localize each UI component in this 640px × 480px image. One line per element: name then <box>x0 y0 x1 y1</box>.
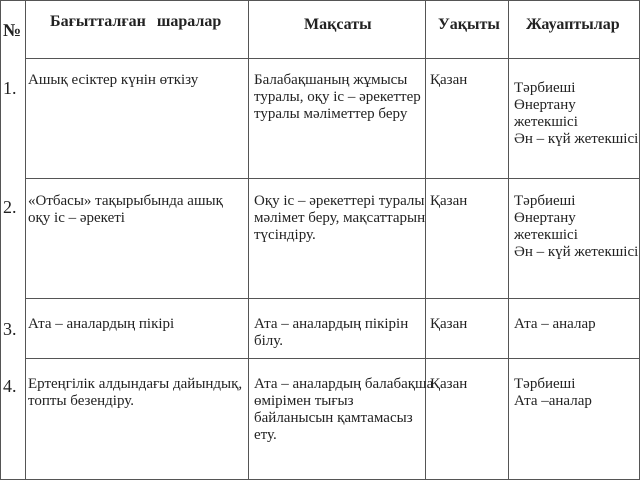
text-line: Ата – аналардың пікірі <box>28 316 175 332</box>
text-line: туралы мәліметтер беру <box>254 106 408 122</box>
text-line: Ашық есіктер күнін өткізу <box>28 72 199 88</box>
text-line: Ертеңгілік алдындағы дайындық, <box>28 376 243 392</box>
text-line: ету. <box>254 427 277 443</box>
divider <box>25 58 640 59</box>
text-line: білу. <box>254 333 284 349</box>
text-line: Тәрбиеші <box>514 376 576 392</box>
row-purpose <box>254 193 425 244</box>
row-purpose <box>254 316 408 350</box>
row-time: Қазан <box>430 72 468 88</box>
column-header-number: № <box>3 20 22 40</box>
row-event <box>28 193 223 227</box>
divider <box>508 0 509 480</box>
text-line: Тәрбиеші <box>514 80 576 96</box>
text-line: Ата – аналардың балабақша <box>254 376 434 392</box>
row-responsible <box>514 316 596 333</box>
divider <box>25 0 26 480</box>
row-time: Қазан <box>430 193 468 209</box>
row-responsible <box>514 80 638 148</box>
row-number: 3. <box>3 319 17 339</box>
row-event <box>28 376 242 410</box>
divider <box>25 298 640 299</box>
text-line: оқу іс – әрекеті <box>28 210 125 226</box>
column-header-purpose: Мақсаты <box>304 16 372 33</box>
text-line: байланысын қамтамасыз <box>254 410 413 426</box>
text-line: Балабақшаның жұмысы <box>254 72 408 88</box>
text-line: Ата – аналар <box>514 316 596 332</box>
text-line: жетекшісі <box>514 227 578 243</box>
text-line: түсіндіру. <box>254 227 316 243</box>
divider <box>25 358 640 359</box>
text-line: Ата –аналар <box>514 393 592 409</box>
text-line: жетекшісі <box>514 114 578 130</box>
row-responsible <box>514 376 592 410</box>
text-line: Өнертану <box>514 97 576 113</box>
text-line: «Отбасы» тақырыбында ашық <box>28 193 223 209</box>
column-header-time: Уақыты <box>438 16 500 33</box>
text-line: Ән – күй жетекшісі <box>514 244 639 260</box>
row-number: 2. <box>3 197 17 217</box>
row-time: Қазан <box>430 316 468 332</box>
text-line: өмірімен тығыз <box>254 393 354 409</box>
divider <box>25 178 640 179</box>
column-header-responsible: Жауаптылар <box>526 16 620 33</box>
text-line: Ата – аналардың пікірін <box>254 316 409 332</box>
row-event <box>28 72 198 89</box>
column-header-events: Бағытталған шаралар <box>50 13 222 30</box>
row-purpose <box>254 376 433 444</box>
row-responsible <box>514 193 638 261</box>
row-number: 1. <box>3 78 17 98</box>
row-purpose <box>254 72 421 123</box>
divider <box>0 0 640 1</box>
divider <box>0 0 1 480</box>
text-line: туралы, оқу іс – әрекеттер <box>254 89 421 105</box>
text-line: Тәрбиеші <box>514 193 576 209</box>
text-line: Өнертану <box>514 210 576 226</box>
text-line: Ән – күй жетекшісі <box>514 131 639 147</box>
row-event <box>28 316 174 333</box>
row-number: 4. <box>3 376 17 396</box>
text-line: топты безендіру. <box>28 393 135 409</box>
text-line: Оқу іс – әрекеттері туралы <box>254 193 425 209</box>
text-line: мәлімет беру, мақсаттарын <box>254 210 426 226</box>
divider <box>248 0 249 480</box>
row-time: Қазан <box>430 376 468 392</box>
